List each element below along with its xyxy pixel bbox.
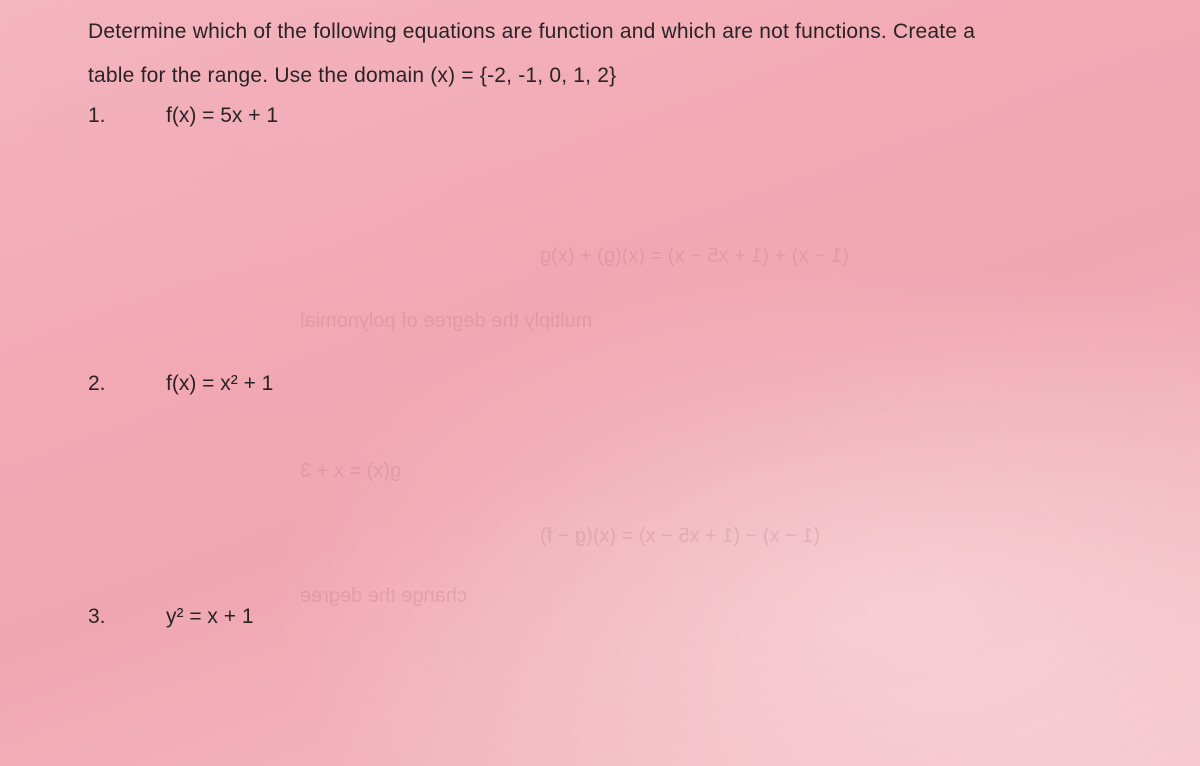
show-through-mark: change the degree [300, 585, 467, 607]
problem-equation: f(x) = 5x + 1 [166, 104, 279, 127]
instructions [88, 10, 1168, 98]
problem-equation: y² = x + 1 [166, 605, 254, 628]
problem-number: 2. [88, 372, 106, 395]
show-through-mark: (1 − x) + (1 + x5 − x) = (x)(g) + (x)g [540, 245, 849, 267]
problem-number: 3. [88, 605, 106, 628]
problem-number: 1. [88, 104, 106, 127]
show-through-mark: g(x) = x + 3 [300, 460, 402, 482]
instructions-line-2: table for the range. Use the domain (x) = {-2, -1, 0, 1, 2} [88, 64, 617, 87]
instructions-line-1: Determine which of the following equations are function and which are not functions. Create a [88, 20, 976, 43]
problem-equation: f(x) = x² + 1 [166, 372, 274, 395]
show-through-mark: (1 − x) − (1 + x5 − x) = (x)(g − f) [540, 525, 821, 547]
show-through-mark: multiply the degree of polynomial [300, 310, 593, 332]
